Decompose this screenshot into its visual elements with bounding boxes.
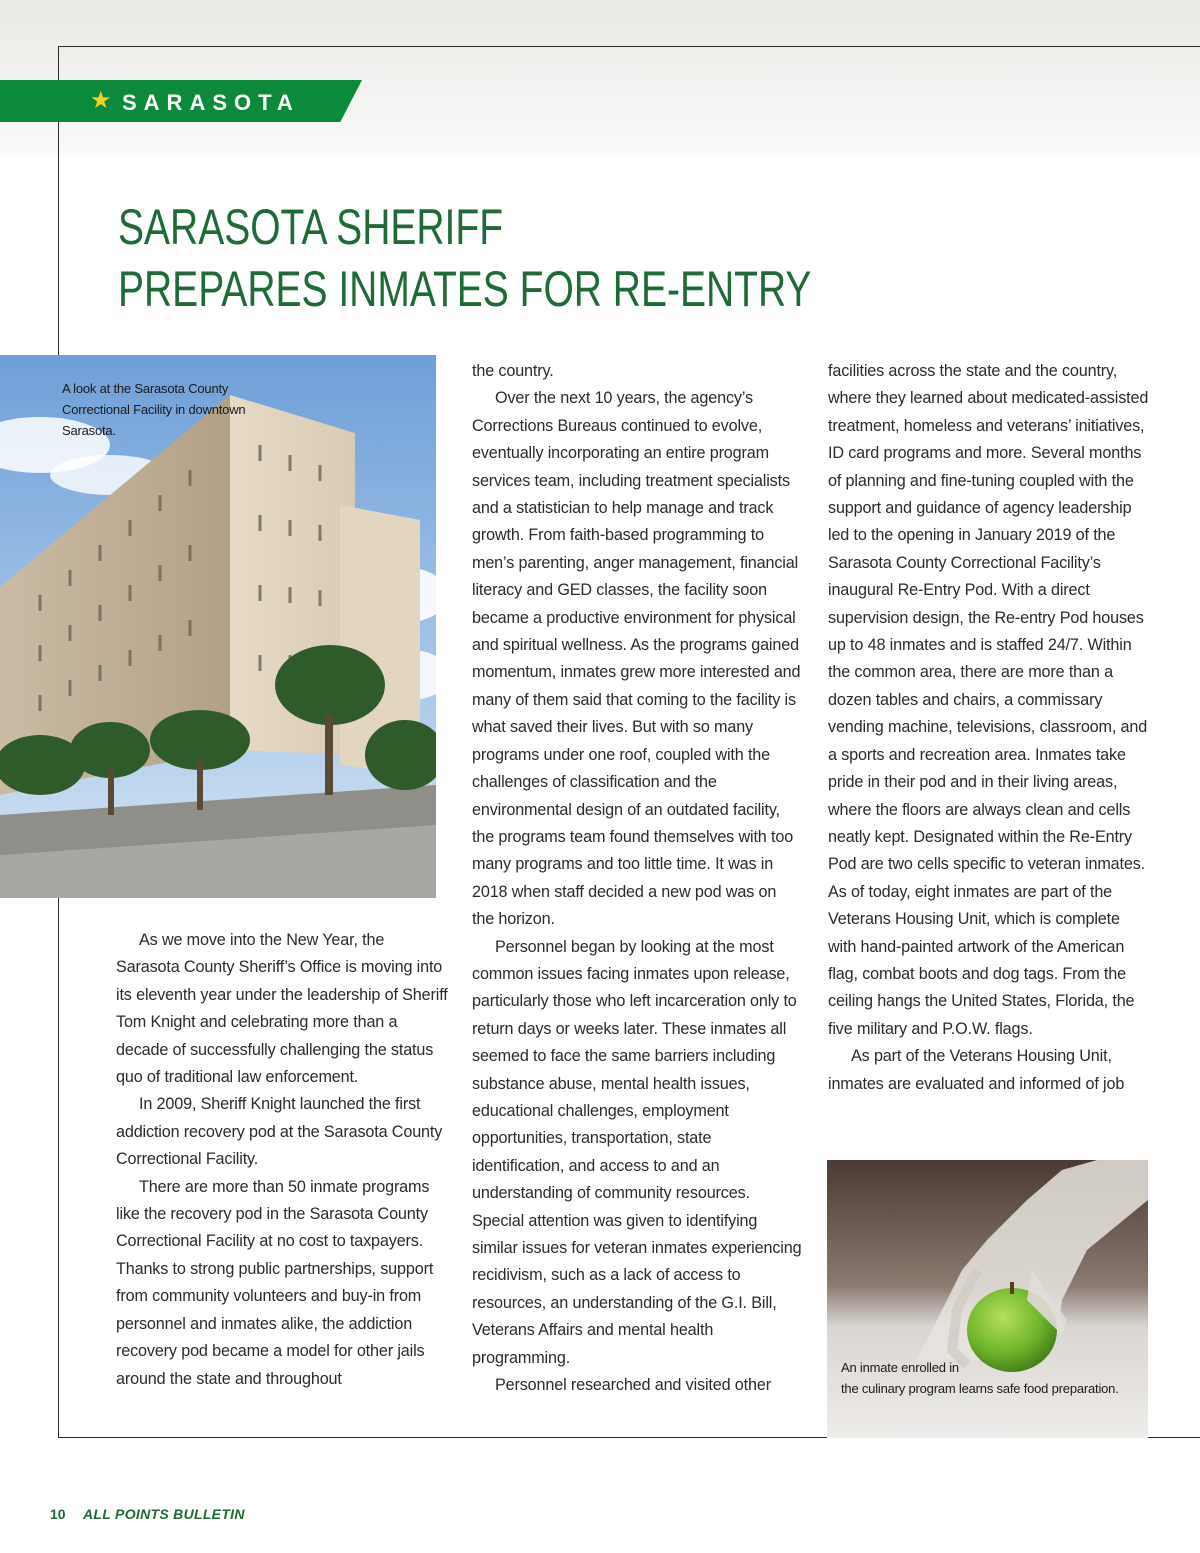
magazine-name: ALL POINTS BULLETIN: [83, 1506, 245, 1522]
page-number: 10: [50, 1506, 66, 1522]
article-column-2: [472, 358, 802, 1399]
article-title: [118, 196, 811, 320]
paragraph: Personnel began by looking at the most common issues facing inmates upon release, particularly those who left incarceration only to return days or weeks later. These inmates all seemed to face the same barriers including substance abuse, mental health issues, educational challenges, employment opportunities, transportation, state identification, and access to and an understanding of community resources. Special attention was given to identifying similar issues for veteran inmates experiencing recidivism, such as a lack of access to resources, an understanding of the G.I. Bill, Veterans Affairs and mental health programming.: [472, 937, 802, 1367]
article-column-3: [828, 358, 1150, 1098]
article-title-line-2: PREPARES INMATES FOR RE-ENTRY: [118, 261, 812, 317]
apple-caption-line-1: An inmate enrolled in: [841, 1360, 959, 1375]
apple-photo-caption: [841, 1357, 1141, 1399]
section-label: SARASOTA: [122, 90, 300, 115]
header-background: [0, 0, 1200, 155]
paragraph: Over the next 10 years, the agency’s Corrections Bureaus continued to evolve, eventually incorporating an entire program services team, including treatment specialists and a statistician to help manage and track growth. From faith-based programming to men’s parenting, anger management, financial literacy and GED classes, the facility soon became a productive environment for physical and spiritual wellness. As the programs gained momentum, inmates grew more interested and many of them said that coming to the facility is what saved their lives. But with so many programs under one roof, coupled with the challenges of classification and the environmental design of an outdated facility, the programs team found themselves with too many programs and too little time. It was in 2018 when staff decided a new pod was on the horizon.: [472, 389, 801, 929]
frame-top-rule: [58, 46, 1200, 47]
paragraph: the country.: [472, 362, 554, 380]
paragraph: As part of the Veterans Housing Unit, inmates are evaluated and informed of job: [828, 1047, 1125, 1093]
paragraph: In 2009, Sheriff Knight launched the first addiction recovery pod at the Sarasota County Correctional Facility.: [116, 1095, 443, 1169]
paragraph: As we move into the New Year, the Sarasota County Sheriff’s Office is moving into its eleventh year under the leadership of Sheriff Tom Knight and celebrating more than a decade of successfully challenging the status quo of traditional law enforcement.: [116, 931, 448, 1087]
article-column-1: [116, 927, 448, 1393]
paragraph: Personnel researched and visited other: [495, 1376, 771, 1395]
article-title-line-1: SARASOTA SHERIFF: [118, 199, 504, 255]
star-icon: ★: [90, 87, 112, 114]
paragraph: There are more than 50 inmate programs like the recovery pod in the Sarasota County Correctional Facility at no cost to taxpayers. Thanks to strong public partnerships, support from community volunteers and buy-in from personnel and inmates alike, the addiction recovery pod became a model for other jails around the state and throughout: [116, 1177, 434, 1388]
building-photo-caption: A look at the Sarasota County Correctional Facility in downtown Sarasota.: [62, 381, 246, 438]
apple-caption-line-2: the culinary program learns safe food preparation.: [841, 1381, 1119, 1396]
paragraph: facilities across the state and the country, where they learned about medicated-assisted treatment, homeless and veterans’ initiatives, ID card programs and more. Several months of planning and fine-tuning coupled with the support and guidance of agency leadership led to the opening in January 2019 of the Sarasota County Correctional Facility’s inaugural Re-Entry Pod. With a direct supervision design, the Re-entry Pod houses up to 48 inmates and is staffed 24/7. Within the common area, there are more than a dozen tables and chairs, a commissary vending machine, televisions, classroom, and a sports and recreation area. Inmates take pride in their pod and in their living areas, where the floors are always clean and cells neatly kept. Designated within the Re-Entry Pod are two cells specific to veteran inmates. As of today, eight inmates are part of the Veterans Housing Unit, which is complete with hand-painted artwork of the American flag, combat boots and dog tags. From the ceiling hangs the United States, Florida, the five military and P.O.W. flags.: [828, 362, 1149, 1038]
